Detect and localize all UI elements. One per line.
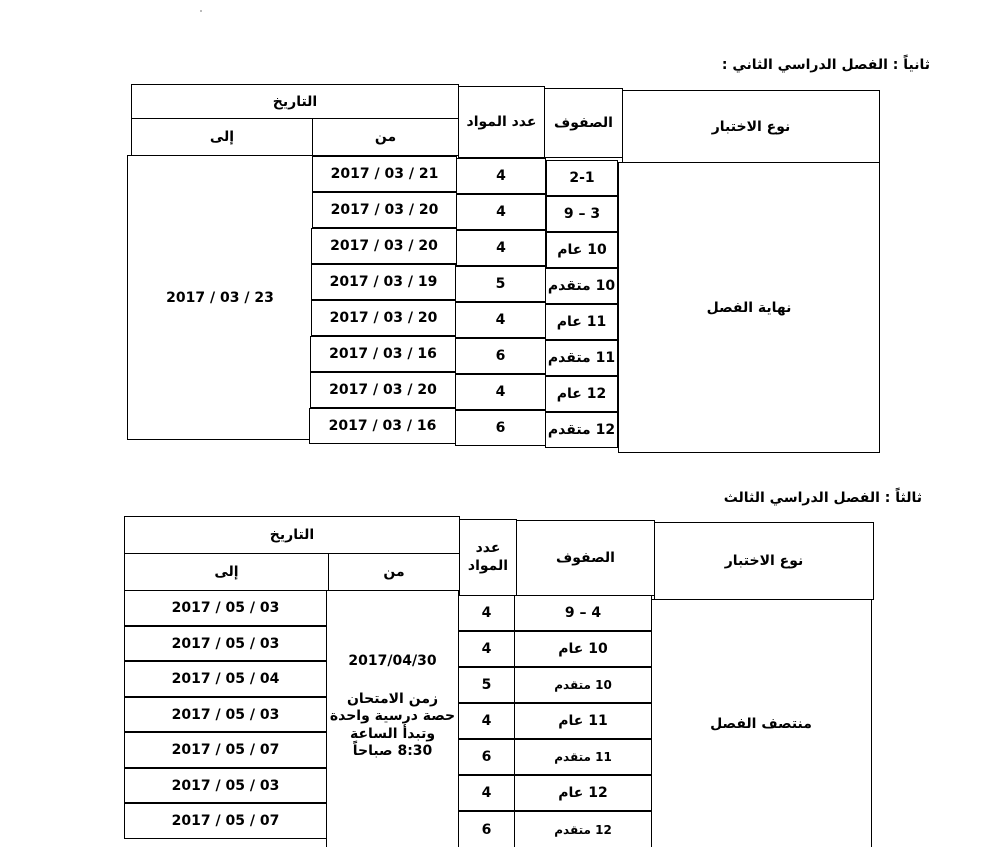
header-grades: الصفوف (516, 520, 655, 596)
from-date-cell: 2017 / 03 / 19 (311, 264, 456, 300)
grade-cell: 12 متقدم (514, 811, 652, 847)
count-cell: 6 (458, 811, 515, 847)
to-date-cell: 2017 / 05 / 07 (124, 803, 327, 839)
count-cell: 5 (458, 667, 515, 703)
count-cell: 4 (458, 703, 515, 739)
grade-cell: 12 متقدم (545, 412, 618, 448)
header-date: التاريخ (131, 84, 459, 119)
header-subjects-count: عدد المواد (458, 86, 545, 158)
header-from: من (312, 118, 459, 156)
from-date-cell: 2017 / 03 / 20 (311, 300, 456, 336)
from-value-block (326, 590, 459, 847)
grade-cell: 10 متقدم (545, 268, 618, 304)
grade-cell: 4 – 9 (514, 595, 652, 631)
to-date-cell: 2017 / 05 / 07 (124, 732, 327, 768)
count-cell: 5 (455, 266, 546, 302)
grade-cell: 10 متقدم (514, 667, 652, 703)
header-from: من (328, 553, 460, 591)
grade-cell: 10 عام (514, 631, 652, 667)
grade-cell: 10 عام (546, 232, 618, 268)
to-date-cell: 2017 / 05 / 03 (124, 626, 327, 661)
grade-cell: 11 عام (514, 703, 652, 739)
count-cell: 4 (455, 302, 546, 338)
count-cell: 4 (456, 158, 546, 194)
from-date: 2017/04/30 (348, 653, 437, 669)
count-cell: 4 (456, 194, 546, 230)
from-date-cell: 2017 / 03 / 16 (309, 408, 456, 444)
from-date-cell: 2017 / 03 / 20 (311, 228, 457, 264)
to-date-cell: 2017 / 05 / 04 (124, 661, 327, 697)
header-to: إلى (124, 553, 329, 591)
header-date: التاريخ (124, 516, 460, 554)
header-test-type: نوع الاختبار (622, 90, 880, 163)
header-test-type: نوع الاختبار (654, 522, 874, 600)
scan-speck (200, 10, 202, 12)
grade-cell: 11 متقدم (514, 739, 652, 775)
to-date-cell: 2017 / 05 / 03 (124, 590, 327, 626)
header-grades: الصفوف (544, 88, 623, 158)
start-time-value: 8:30 صباحاً (352, 743, 433, 759)
from-date-cell: 2017 / 03 / 20 (310, 372, 456, 408)
header-to: إلى (131, 118, 313, 156)
header-subjects-count-line2: المواد (467, 557, 509, 574)
header-subjects-count (459, 519, 517, 596)
grade-cell: 3 – 9 (546, 196, 618, 232)
to-date-value: 2017 / 03 / 23 (127, 155, 313, 440)
test-type-value: منتصف الفصل (650, 599, 872, 847)
grade-cell: 12 عام (514, 775, 652, 811)
grade-cell: 12 عام (545, 376, 618, 412)
start-time-label: وتبدأ الساعة (349, 725, 436, 742)
count-cell: 4 (458, 775, 515, 811)
from-date-cell: 2017 / 03 / 20 (312, 192, 457, 228)
exam-duration-label: زمن الامتحان (346, 690, 439, 707)
count-cell: 6 (458, 739, 515, 775)
grade-cell: 2-1 (546, 160, 618, 196)
section3-title: ثالثاً : الفصل الدراسي الثالث (723, 490, 922, 506)
test-type-value: نهاية الفصل (618, 162, 880, 453)
count-cell: 6 (455, 410, 546, 446)
to-date-cell: 2017 / 05 / 03 (124, 697, 327, 732)
grade-cell: 11 عام (545, 304, 618, 340)
header-subjects-count-line1: عدد (475, 540, 501, 556)
from-date-cell: 2017 / 03 / 16 (310, 336, 456, 372)
from-date-cell: 2017 / 03 / 21 (312, 156, 457, 192)
count-cell: 4 (456, 230, 546, 266)
section2-title: ثانياً : الفصل الدراسي الثاني : (721, 57, 930, 73)
to-date-cell: 2017 / 05 / 03 (124, 768, 327, 803)
count-cell: 4 (458, 631, 515, 667)
count-cell: 4 (458, 595, 515, 631)
count-cell: 6 (455, 338, 546, 374)
grade-cell: 11 متقدم (545, 340, 618, 376)
exam-duration-value: حصة درسية واحدة (329, 708, 456, 724)
count-cell: 4 (455, 374, 546, 410)
